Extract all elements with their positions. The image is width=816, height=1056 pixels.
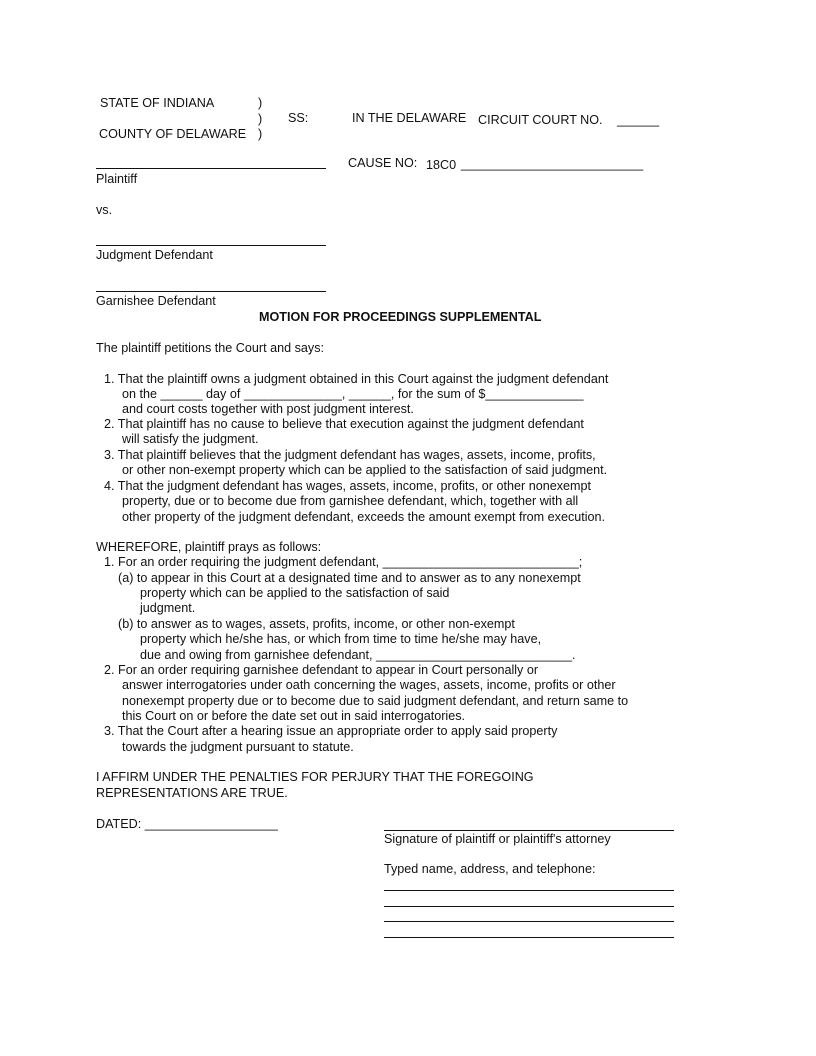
prayer-line: this Court on or before the date set out in said interrogatories. xyxy=(122,709,466,723)
prayer-line: nonexempt property due or to become due to said judgment defendant, and return same to xyxy=(122,694,629,708)
typed-name-label: Typed name, address, and telephone: xyxy=(384,862,596,876)
caption-paren: ) xyxy=(258,127,263,141)
court-name-suffix: CIRCUIT COURT NO. xyxy=(478,113,603,127)
allegation-line: 4. That the judgment defendant has wages, assets, income, profits, or other nonexempt xyxy=(104,479,592,493)
allegation-line: 1. That the plaintiff owns a judgment obtained in this Court against the judgment defendant xyxy=(104,372,609,386)
address-line xyxy=(384,937,674,938)
cause-number-label: CAUSE NO: xyxy=(348,156,418,170)
state-label: STATE OF INDIANA xyxy=(100,96,215,110)
prayer-line: judgment. xyxy=(140,601,196,615)
court-number-blank: ______ xyxy=(617,113,660,127)
allegation-line: 3. That plaintiff believes that the judgment defendant has wages, assets, income, profits, xyxy=(104,448,596,462)
prayer-line: property which can be applied to the satisfaction of said xyxy=(140,586,450,600)
allegation-line: will satisfy the judgment. xyxy=(122,432,259,446)
plaintiff-signature-line xyxy=(96,168,326,169)
affirmation-line: REPRESENTATIONS ARE TRUE. xyxy=(96,786,288,800)
address-line xyxy=(384,921,674,922)
prayer-line: answer interrogatories under oath concerning the wages, assets, income, profits or other xyxy=(122,678,616,692)
garnishee-defendant-label: Garnishee Defendant xyxy=(96,294,216,308)
county-label: COUNTY OF DELAWARE xyxy=(99,127,247,141)
intro-text: The plaintiff petitions the Court and says: xyxy=(96,341,324,355)
wherefore-heading: WHEREFORE, plaintiff prays as follows: xyxy=(96,540,322,554)
signature-label: Signature of plaintiff or plaintiff's attorney xyxy=(384,832,611,846)
signature-line xyxy=(384,830,674,831)
versus-label: vs. xyxy=(96,203,113,217)
allegation-line: 2. That plaintiff has no cause to believe that execution against the judgment defendant xyxy=(104,417,584,431)
cause-number-blank: __________________________ xyxy=(461,157,644,171)
garnishee-defendant-line xyxy=(96,291,326,292)
dated-field: DATED: ___________________ xyxy=(96,817,278,831)
document-title: MOTION FOR PROCEEDINGS SUPPLEMENTAL xyxy=(259,310,542,324)
prayer-line: (b) to answer as to wages, assets, profits, income, or other non-exempt xyxy=(118,617,515,631)
allegation-line: on the ______ day of ______________, ______, for the sum of $______________ xyxy=(122,387,584,401)
judgment-defendant-line xyxy=(96,245,326,246)
caption-paren: ) xyxy=(258,112,263,126)
address-line xyxy=(384,906,674,907)
prayer-line: 2. For an order requiring garnishee defendant to appear in Court personally or xyxy=(104,663,539,677)
prayer-line: 1. For an order requiring the judgment defendant, ____________________________; xyxy=(104,555,583,569)
prayer-line: property which he/she has, or which from time to time he/she may have, xyxy=(140,632,542,646)
prayer-line: (a) to appear in this Court at a designated time and to answer as to any nonexempt xyxy=(118,571,581,585)
allegation-line: or other non-exempt property which can be applied to the satisfaction of said judgment. xyxy=(122,463,608,477)
ss-label: SS: xyxy=(288,111,309,125)
plaintiff-label: Plaintiff xyxy=(96,172,138,186)
address-line xyxy=(384,890,674,891)
allegation-line: property, due or to become due from garnishee defendant, which, together with all xyxy=(122,494,579,508)
allegation-line: and court costs together with post judgment interest. xyxy=(122,402,414,416)
prayer-line: 3. That the Court after a hearing issue an appropriate order to apply said property xyxy=(104,724,558,738)
caption-paren: ) xyxy=(258,96,263,110)
prayer-line: towards the judgment pursuant to statute. xyxy=(122,740,354,754)
allegation-line: other property of the judgment defendant, exceeds the amount exempt from execution. xyxy=(122,510,606,524)
affirmation-line: I AFFIRM UNDER THE PENALTIES FOR PERJURY THAT THE FOREGOING xyxy=(96,770,534,784)
judgment-defendant-label: Judgment Defendant xyxy=(96,248,213,262)
prayer-line: due and owing from garnishee defendant, ____________________________. xyxy=(140,648,576,662)
cause-number-value: 18C0 xyxy=(426,158,457,172)
court-name-prefix: IN THE DELAWARE xyxy=(352,111,467,125)
